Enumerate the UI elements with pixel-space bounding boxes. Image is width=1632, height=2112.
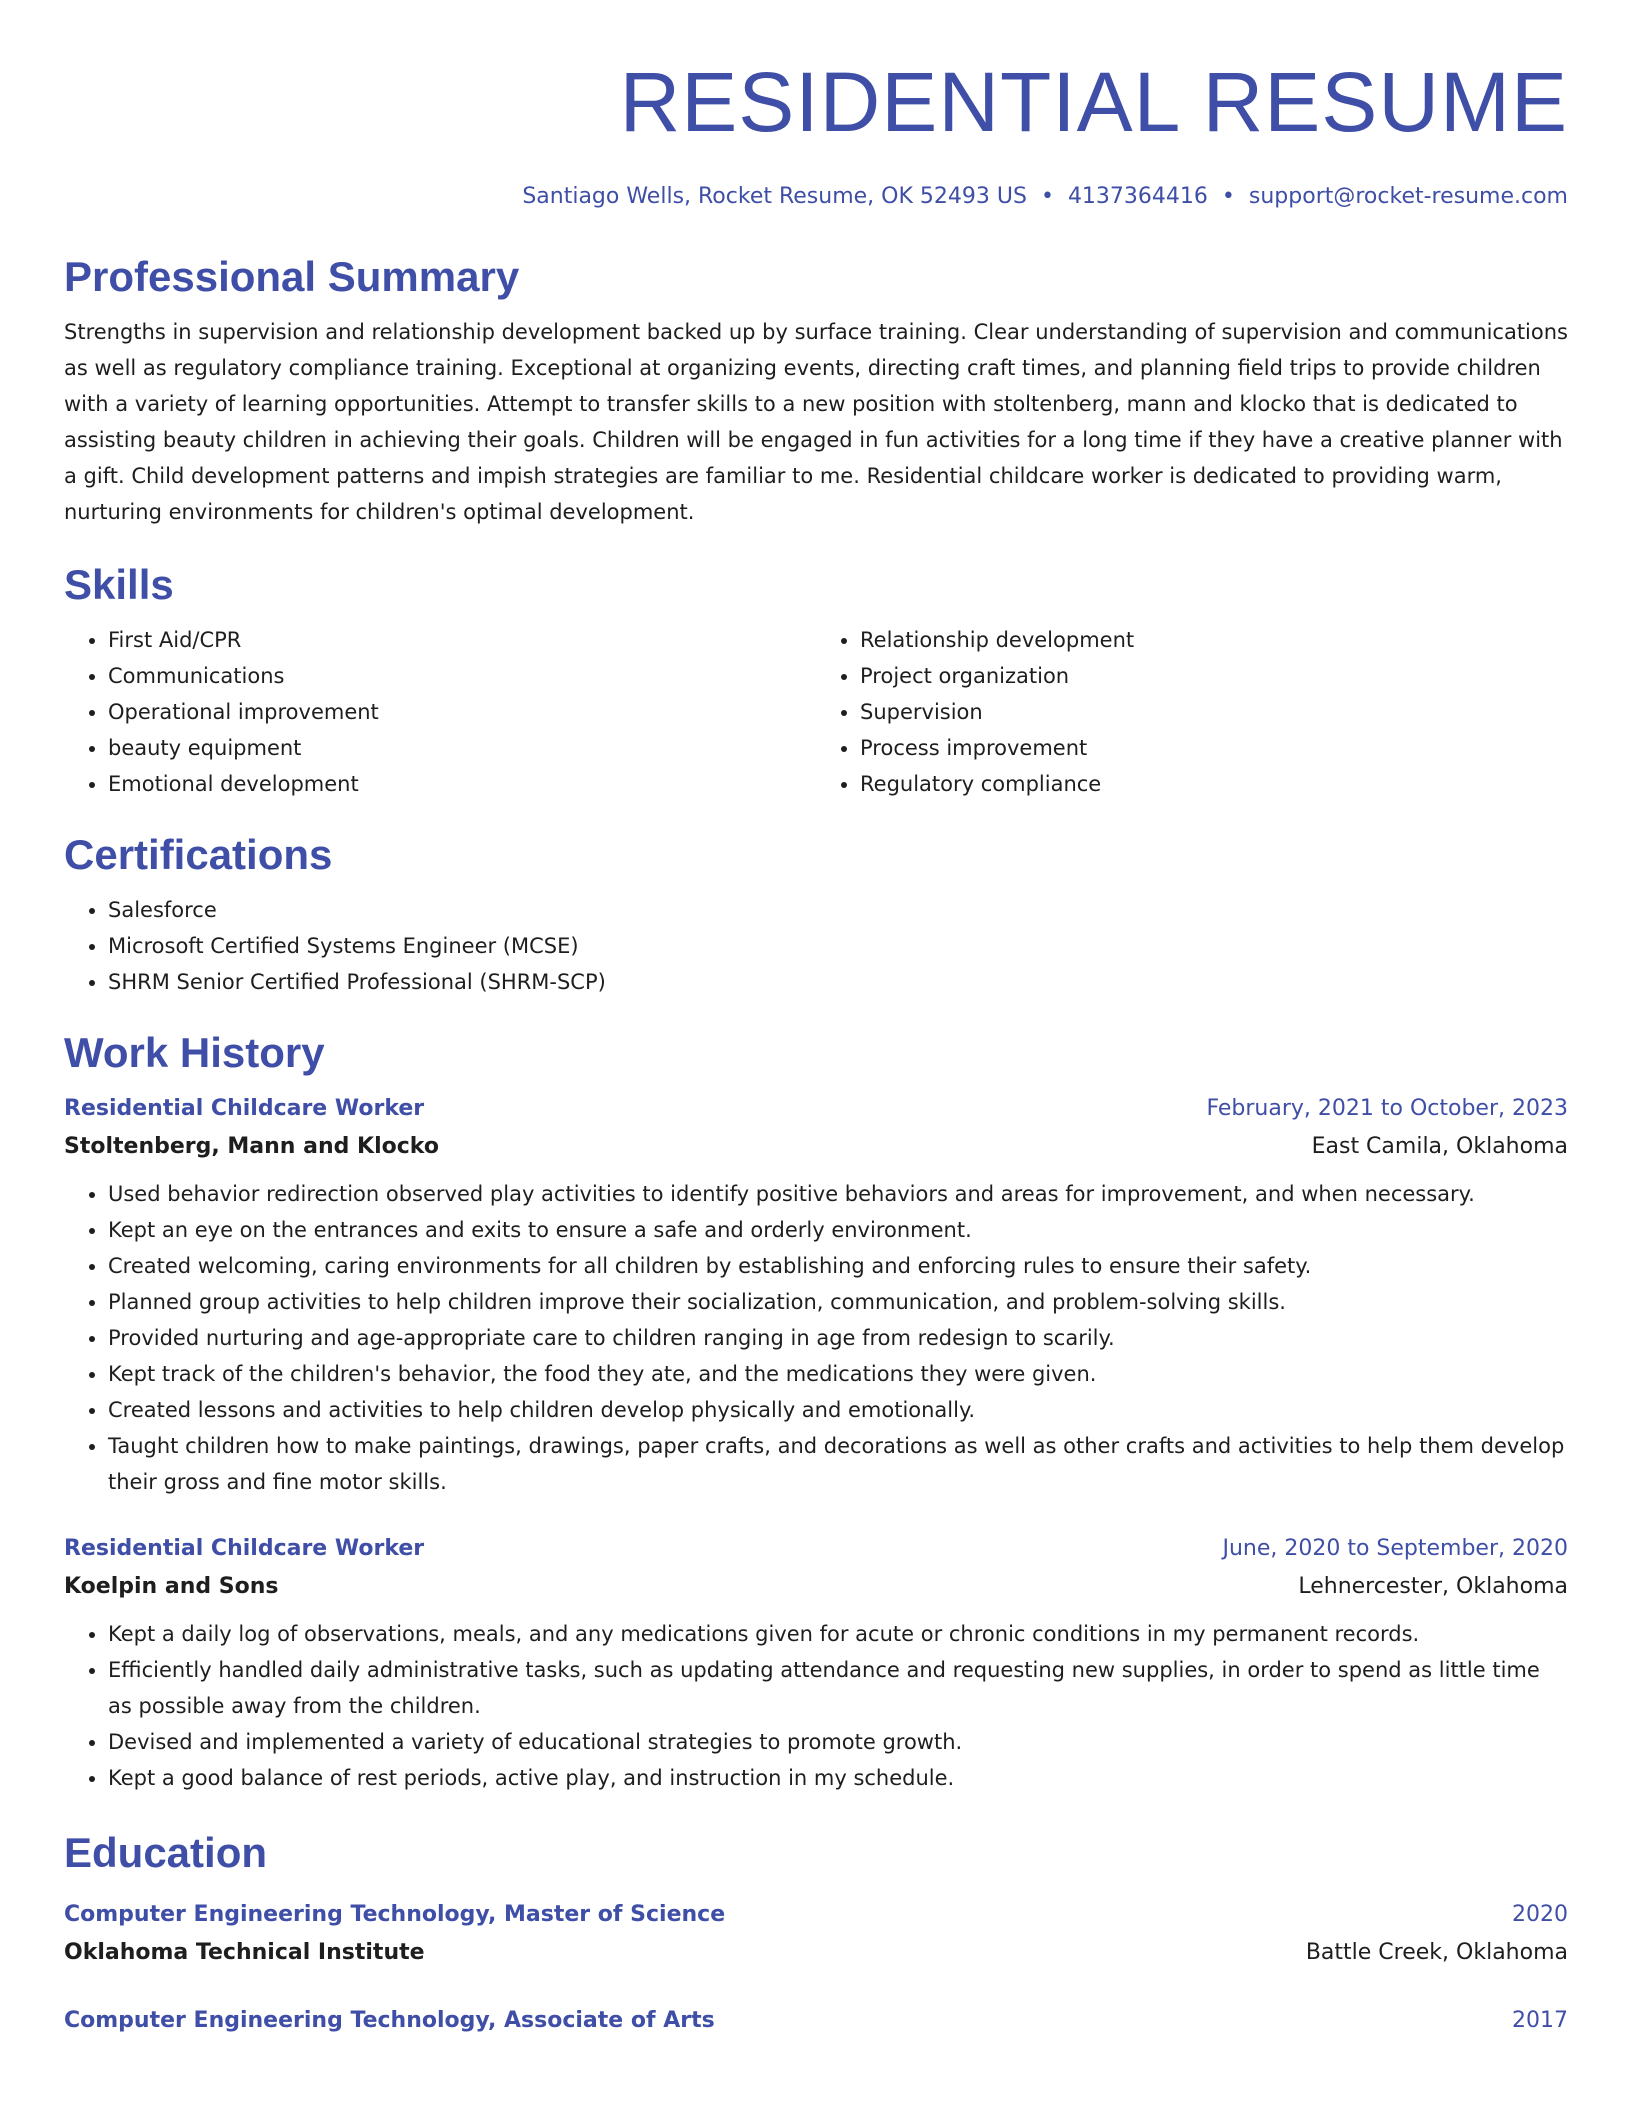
contact-phone: 4137364416 xyxy=(1067,184,1208,209)
contact-separator: • xyxy=(1221,184,1235,209)
job-bullet: • Taught children how to make paintings, drawings, paper crafts, and decorations as well as other crafts and activities to help them develop their gross and fine motor skills. xyxy=(108,1428,1568,1500)
certifications-heading: Certifications xyxy=(64,831,333,878)
job-bullet: • Used behavior redirection observed play activities to identify positive behaviors and areas for improvement, and when necessary. xyxy=(108,1176,1568,1212)
skills-list xyxy=(64,622,1568,802)
job-entry xyxy=(64,1090,1568,1500)
education-year: 2017 xyxy=(1512,2008,1568,2033)
skill-item: • First Aid/CPR xyxy=(108,622,816,658)
education-heading: Education xyxy=(64,1829,268,1876)
job-bullet: • Created welcoming, caring environments for all children by establishing and enforcing rules to ensure their safety. xyxy=(108,1248,1568,1284)
job-title: Residential Childcare Worker xyxy=(64,1096,425,1121)
education-entry xyxy=(64,2002,1568,2040)
certifications-list xyxy=(64,892,1568,1000)
skills-heading: Skills xyxy=(64,561,174,608)
contact-address: Santiago Wells, Rocket Resume, OK 52493 US xyxy=(522,184,1027,209)
job-bullet: • Kept track of the children's behavior, the food they ate, and the medications they were given. xyxy=(108,1356,1568,1392)
skills-column-left xyxy=(64,622,816,802)
education-year: 2020 xyxy=(1512,1902,1568,1927)
job-company-row xyxy=(64,1568,1568,1606)
job-title: Residential Childcare Worker xyxy=(64,1536,425,1561)
job-header-row xyxy=(64,1530,1568,1568)
skill-item: • Process improvement xyxy=(860,730,1568,766)
education-header-row xyxy=(64,1896,1568,1934)
skill-item: • beauty equipment xyxy=(108,730,816,766)
skill-item: • Operational improvement xyxy=(108,694,816,730)
contact-email[interactable]: support@rocket-resume.com xyxy=(1248,184,1568,209)
job-bullet: • Provided nurturing and age-appropriate care to children ranging in age from redesign to scarily. xyxy=(108,1320,1568,1356)
certification-item: • Salesforce xyxy=(108,892,1568,928)
skill-item: • Emotional development xyxy=(108,766,816,802)
job-company-row xyxy=(64,1128,1568,1166)
certification-item: • Microsoft Certified Systems Engineer (MCSE) xyxy=(108,928,1568,964)
job-dates: June, 2020 to September, 2020 xyxy=(1222,1536,1568,1561)
job-bullet: • Created lessons and activities to help children develop physically and emotionally. xyxy=(108,1392,1568,1428)
summary-heading: Professional Summary xyxy=(64,253,520,300)
work-history-heading: Work History xyxy=(64,1029,325,1076)
certification-item: • SHRM Senior Certified Professional (SHRM-SCP) xyxy=(108,964,1568,1000)
education-degree: Computer Engineering Technology, Master of Science xyxy=(64,1902,726,1927)
job-bullets xyxy=(64,1616,1568,1796)
education-school-row xyxy=(64,1934,1568,1972)
resume-page xyxy=(64,0,1568,2040)
education-entry xyxy=(64,1896,1568,1972)
job-company: Stoltenberg, Mann and Klocko xyxy=(64,1134,439,1159)
job-header-row xyxy=(64,1090,1568,1128)
job-bullet: • Kept a good balance of rest periods, active play, and instruction in my schedule. xyxy=(108,1760,1568,1796)
job-dates: February, 2021 to October, 2023 xyxy=(1206,1096,1568,1121)
job-bullet: • Kept an eye on the entrances and exits to ensure a safe and orderly environment. xyxy=(108,1212,1568,1248)
contact-line xyxy=(64,182,1568,212)
education-degree: Computer Engineering Technology, Associate of Arts xyxy=(64,2008,715,2033)
summary-text: Strengths in supervision and relationship development backed up by surface training. Clear understanding of supervision and communications as well as regulatory compliance training. Exceptional at organizing events, directing craft times, and planning field trips to provide children with a variety of learning opportunities. Attempt to transfer skills to a new position with stoltenberg, mann and klocko that is dedicated to assisting beauty children in achieving their goals. Children will be engaged in fun activities for a long time if they have a creative planner with a gift. Child development patterns and impish strategies are familiar to me. Residential childcare worker is dedicated to providing warm, nurturing environments for children's optimal development. xyxy=(64,320,1568,524)
job-bullet: • Efficiently handled daily administrative tasks, such as updating attendance and requesting new supplies, in order to spend as little time as possible away from the children. xyxy=(108,1652,1568,1724)
job-bullet: • Kept a daily log of observations, meals, and any medications given for acute or chronic conditions in my permanent records. xyxy=(108,1616,1568,1652)
job-location: East Camila, Oklahoma xyxy=(1311,1134,1568,1159)
job-entry xyxy=(64,1530,1568,1796)
resume-title: RESIDENTIAL RESUME xyxy=(619,55,1568,149)
education-location: Battle Creek, Oklahoma xyxy=(1305,1940,1568,1965)
job-bullet: • Planned group activities to help children improve their socialization, communication, and problem-solving skills. xyxy=(108,1284,1568,1320)
skill-item: • Regulatory compliance xyxy=(860,766,1568,802)
education-school: Oklahoma Technical Institute xyxy=(64,1940,425,1965)
job-company: Koelpin and Sons xyxy=(64,1574,279,1599)
skill-item: • Project organization xyxy=(860,658,1568,694)
job-location: Lehnercester, Oklahoma xyxy=(1298,1574,1568,1599)
job-bullet: • Devised and implemented a variety of educational strategies to promote growth. xyxy=(108,1724,1568,1760)
skill-item: • Relationship development xyxy=(860,622,1568,658)
skill-item: • Supervision xyxy=(860,694,1568,730)
job-bullets xyxy=(64,1176,1568,1500)
contact-separator: • xyxy=(1040,184,1054,209)
education-header-row xyxy=(64,2002,1568,2040)
skills-column-right xyxy=(816,622,1568,802)
skill-item: • Communications xyxy=(108,658,816,694)
